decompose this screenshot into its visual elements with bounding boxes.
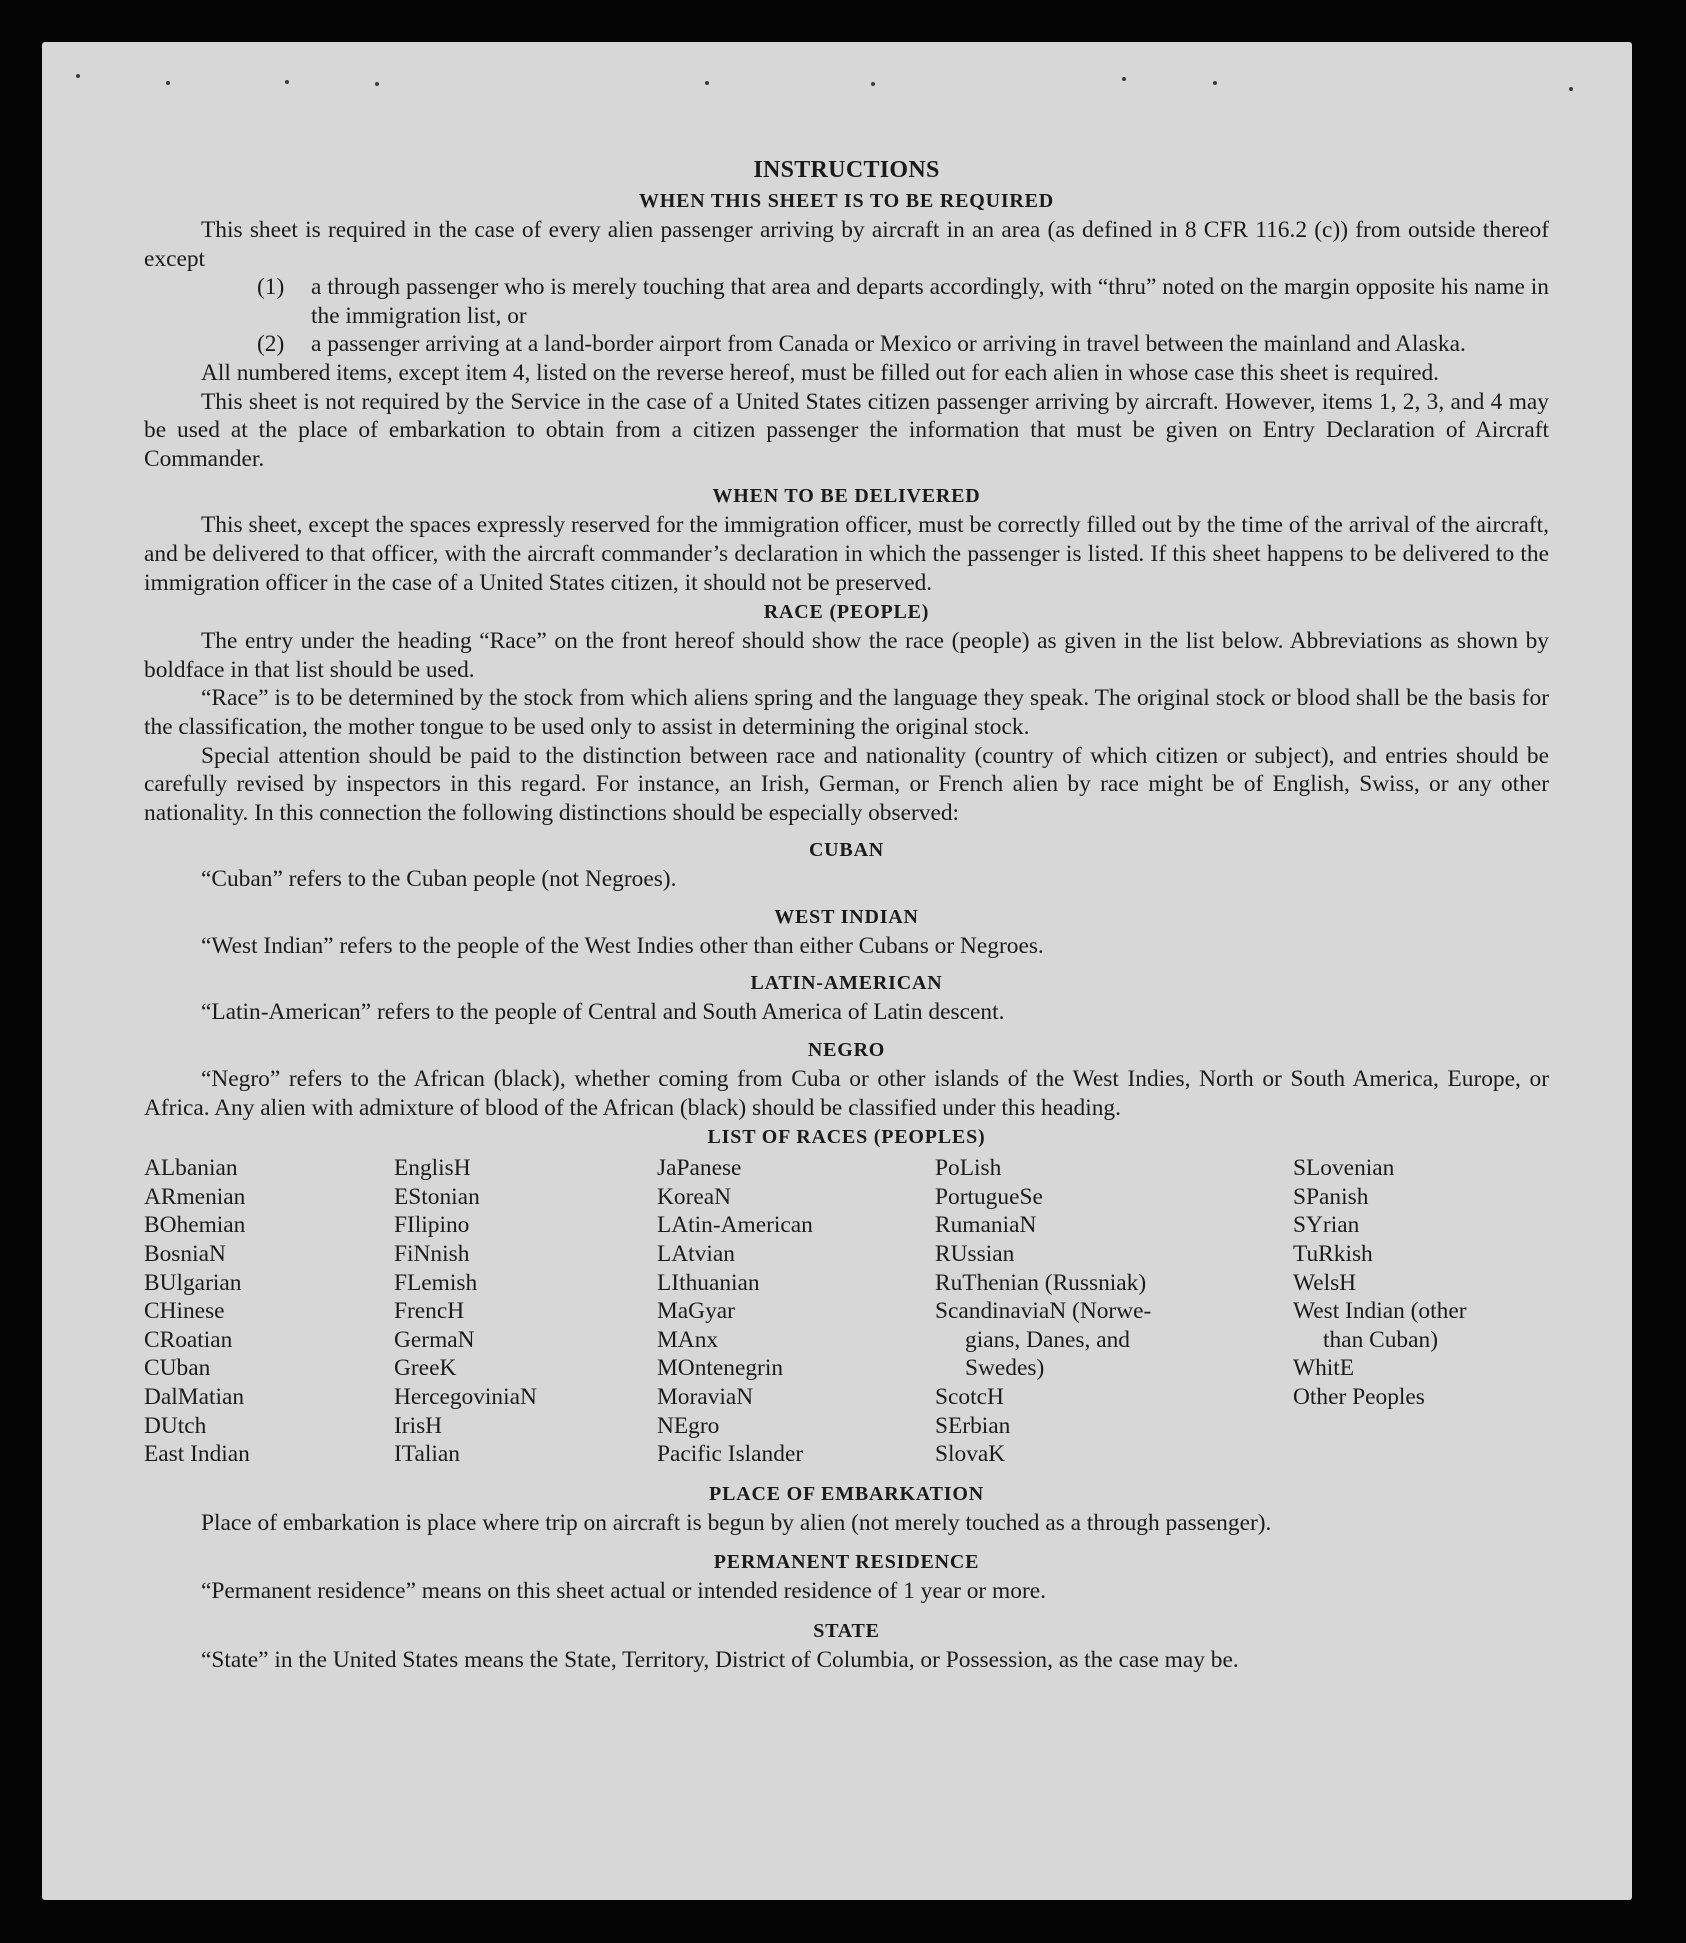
race-paragraph-2: “Race” is to be determined by the stock from which aliens spring and the language they speak. The original stock or blood shall be the basis for the classification, the mother tongue to be used only to assist in determining the original stock. bbox=[144, 685, 1549, 740]
embarkation-text: Place of embarkation is place where trip on aircraft is begun by alien (not merely touched as a through passenger). bbox=[201, 1509, 1272, 1536]
speck bbox=[166, 81, 170, 85]
race-entry: West Indian (other bbox=[1293, 1298, 1467, 1325]
race-entry: MOntenegrin bbox=[657, 1355, 784, 1382]
race-entry: FrencH bbox=[394, 1298, 465, 1325]
race-entry: SPanish bbox=[1293, 1183, 1369, 1210]
race-entry: ScotcH bbox=[935, 1384, 1004, 1410]
race-entry: TuRkish bbox=[1293, 1241, 1373, 1268]
required-paragraph-3: This sheet is not required by the Service in the case of a United States citizen passenger arriving by aircraft. However, items 1, 2, 3, and 4 may be used at the place of embarkation to obtain from a citizen passenger the information that must be given on Entry Declaration of Aircraft Commander. bbox=[144, 388, 1549, 472]
race-entry: ALbanian bbox=[144, 1155, 238, 1182]
speck bbox=[285, 80, 289, 84]
speck bbox=[871, 82, 875, 86]
heading-when-delivered: WHEN TO BE DELIVERED bbox=[712, 485, 981, 508]
race-entry: CHinese bbox=[144, 1298, 225, 1325]
speck bbox=[1569, 87, 1573, 91]
speck bbox=[375, 82, 379, 86]
race-entry: FIlipino bbox=[394, 1212, 470, 1239]
race-entry: LAtin-American bbox=[657, 1212, 813, 1239]
exception-item-2 bbox=[257, 330, 1549, 359]
races-column-5 bbox=[1293, 1154, 1549, 1469]
race-entry: RumaniaN bbox=[935, 1212, 1037, 1239]
race-entry: KoreaN bbox=[657, 1183, 732, 1210]
state-text: “State” in the United States means the State, Territory, District of Columbia, or Possession, as the case may be. bbox=[201, 1646, 1239, 1673]
heading-list-of-races: LIST OF RACES (PEOPLES) bbox=[707, 1126, 986, 1149]
race-entry: EnglisH bbox=[394, 1155, 471, 1182]
race-entry: FLemish bbox=[394, 1269, 478, 1296]
race-entry: HercegoviniaN bbox=[394, 1384, 537, 1410]
races-column-3 bbox=[657, 1154, 935, 1469]
race-entry: BUlgarian bbox=[144, 1269, 242, 1296]
race-entry: CRoatian bbox=[144, 1326, 233, 1353]
latin-american-text: “Latin-American” refers to the people of Central and South America of Latin descent. bbox=[201, 999, 1005, 1026]
race-entry: RuThenian (Russniak) bbox=[935, 1269, 1147, 1296]
exception-number: (1) bbox=[257, 274, 285, 301]
heading-when-required: WHEN THIS SHEET IS TO BE REQUIRED bbox=[638, 190, 1055, 212]
race-entry: RUssian bbox=[935, 1241, 1015, 1268]
delivered-paragraph: This sheet, except the spaces expressly reserved for the immigration officer, must be correctly filled out by the time of the arrival of the aircraft, and be delivered to that officer, with the aircraft commander’s declaration in which the passenger is listed. If this sheet happens to be delivered to the immigration officer in the case of a United States citizen, it should not be preserved. bbox=[144, 512, 1549, 596]
heading-place-of-embarkation: PLACE OF EMBARKATION bbox=[709, 1482, 984, 1505]
races-list bbox=[144, 1154, 1549, 1469]
residence-text: “Permanent residence” means on this sheet actual or intended residence of 1 year or more. bbox=[201, 1578, 1046, 1605]
instructions-body bbox=[144, 112, 1549, 1675]
race-entry-continued: gians, Danes, and bbox=[965, 1326, 1130, 1353]
race-entry: EStonian bbox=[394, 1183, 480, 1210]
race-entry: WhitE bbox=[1293, 1355, 1355, 1382]
speck bbox=[1122, 77, 1126, 81]
speck bbox=[76, 74, 80, 78]
race-entry: SErbian bbox=[935, 1412, 1011, 1439]
races-column-1 bbox=[144, 1154, 394, 1469]
race-entry: Other Peoples bbox=[1293, 1384, 1425, 1410]
race-entry: MaGyar bbox=[657, 1298, 735, 1325]
negro-text: “Negro” refers to the African (black), whether coming from Cuba or other islands of the West Indies, North or South America, Europe, or Africa. Any alien with admixture of blood of the African (black) should be classified under this heading. bbox=[144, 1066, 1549, 1121]
race-entry: PoLish bbox=[935, 1155, 1002, 1182]
race-entry: FiNnish bbox=[394, 1241, 470, 1268]
race-entry-continued: Swedes) bbox=[965, 1355, 1045, 1382]
race-paragraph-3: Special attention should be paid to the distinction between race and nationality (country of which citizen or subject), and entries should be carefully revised by inspectors in this regard. For instance, an Irish, German, or French alien by race might be of English, Swiss, or any other nationality. In this connection the following distinctions should be especially observed: bbox=[144, 742, 1549, 826]
race-entry: JaPanese bbox=[657, 1155, 742, 1182]
race-entry: CUban bbox=[144, 1355, 211, 1382]
race-entry: DUtch bbox=[144, 1412, 207, 1439]
heading-state: STATE bbox=[813, 1619, 880, 1642]
exception-number: (2) bbox=[257, 331, 285, 358]
race-entry: GermaN bbox=[394, 1326, 475, 1353]
heading-west-indian: WEST INDIAN bbox=[774, 905, 919, 928]
race-entry: SlovaK bbox=[935, 1441, 1006, 1468]
race-entry: BosniaN bbox=[144, 1241, 226, 1268]
document-sheet bbox=[42, 42, 1632, 1900]
west-indian-text: “West Indian” refers to the people of the West Indies other than either Cubans or Negroes. bbox=[201, 932, 1044, 959]
speck bbox=[1213, 81, 1217, 85]
race-entry-continued: than Cuban) bbox=[1323, 1326, 1438, 1353]
exception-text: a through passenger who is merely touching that area and departs accordingly, with “thru” noted on the margin opposite his name in the immigration list, or bbox=[311, 274, 1549, 329]
heading-negro: NEGRO bbox=[807, 1039, 886, 1062]
race-entry: IrisH bbox=[394, 1412, 443, 1439]
exception-item-1 bbox=[257, 273, 1549, 330]
race-entry: East Indian bbox=[144, 1441, 250, 1468]
race-entry: GreeK bbox=[394, 1355, 457, 1382]
race-entry: Pacific Islander bbox=[657, 1441, 804, 1468]
speck bbox=[705, 81, 709, 85]
race-entry: SLovenian bbox=[1293, 1155, 1395, 1182]
races-column-2 bbox=[394, 1154, 657, 1469]
heading-permanent-residence: PERMANENT RESIDENCE bbox=[713, 1551, 980, 1574]
race-entry: SYrian bbox=[1293, 1212, 1360, 1239]
race-entry: LAtvian bbox=[657, 1241, 735, 1268]
required-paragraph-1: This sheet is required in the case of every alien passenger arriving by aircraft in an area (as defined in 8 CFR 116.2 (c)) from outside thereof except bbox=[144, 217, 1549, 272]
page-title: INSTRUCTIONS bbox=[753, 157, 940, 183]
race-entry: DalMatian bbox=[144, 1384, 245, 1410]
race-entry: LIthuanian bbox=[657, 1269, 760, 1296]
cuban-text: “Cuban” refers to the Cuban people (not Negroes). bbox=[201, 866, 677, 893]
race-entry: ITalian bbox=[394, 1441, 460, 1468]
race-paragraph-1: The entry under the heading “Race” on the front hereof should show the race (people) as given in the list below. Abbreviations as shown by boldface in that list should be used. bbox=[144, 628, 1549, 683]
race-entry: MAnx bbox=[657, 1326, 719, 1353]
required-paragraph-2: All numbered items, except item 4, listed on the reverse hereof, must be filled out for each alien in whose case this sheet is required. bbox=[201, 359, 1440, 386]
heading-cuban: CUBAN bbox=[808, 839, 885, 862]
race-entry: NEgro bbox=[657, 1412, 720, 1439]
exception-text: a passenger arriving at a land-border airport from Canada or Mexico or arriving in travel between the mainland and Alaska. bbox=[311, 331, 1466, 358]
race-entry: BOhemian bbox=[144, 1212, 246, 1239]
race-entry: MoraviaN bbox=[657, 1384, 754, 1410]
race-entry: ScandinaviaN (Norwe- bbox=[935, 1298, 1152, 1325]
heading-latin-american: LATIN-AMERICAN bbox=[750, 972, 943, 995]
race-entry: PortugueSe bbox=[935, 1183, 1043, 1210]
race-entry: ARmenian bbox=[144, 1183, 246, 1210]
races-column-4 bbox=[935, 1154, 1293, 1469]
heading-race: RACE (PEOPLE) bbox=[763, 601, 930, 624]
race-entry: WelsH bbox=[1293, 1269, 1357, 1296]
